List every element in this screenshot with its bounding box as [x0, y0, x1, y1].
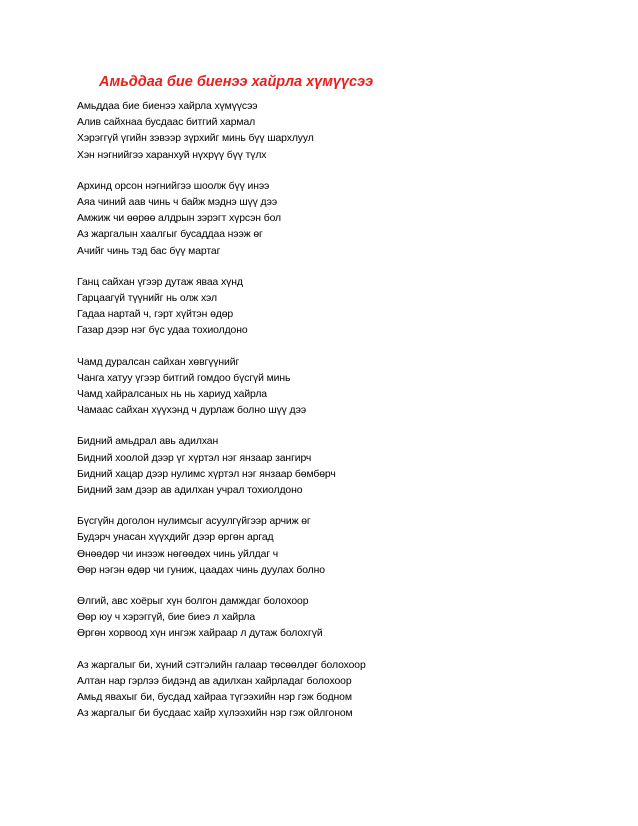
poem-line: Өөр нэгэн өдөр чи гуниж, цаадах чинь дуулах болно [77, 564, 325, 576]
poem-stanza [77, 514, 597, 579]
poem-line: Чамд хайралсаных нь нь хариуд хайрла [77, 389, 267, 401]
poem-line: Бидний амьдрал авь адилхан [77, 436, 219, 448]
poem-stanza [77, 355, 597, 420]
poem-body [77, 99, 597, 738]
poem-line: Өөр юу ч хэрэггүй, бие биеэ л хайрла [77, 612, 256, 624]
poem-stanza [77, 179, 597, 260]
poem-line: Алив сайхнаа бусдаас битгий хармал [77, 117, 256, 129]
poem-line: Аз жаргалыг би, хүний сэтгэлийн галаар төсөөлдөг болохоор [77, 659, 366, 671]
poem-line: Ганц сайхан үгээр дутаж яваа хүнд [77, 276, 243, 288]
poem-line: Амьддаа бие биенээ хайрла хүмүүсээ [77, 101, 258, 112]
poem-line: Алтан нар гэрлээ бидэнд ав адилхан хайрладаг болохоор [77, 675, 352, 687]
poem-line: Амьд явахыг би, бусдад хайраа түгээхийн нэр гэж бодном [77, 692, 352, 704]
poem-line: Архинд орсон нэгнийгээ шоолж бүү инээ [77, 180, 270, 192]
poem-stanza [77, 658, 597, 723]
poem-stanza [77, 434, 597, 499]
poem-title: Амьддаа бие биенээ хайрла хүмүүсээ [99, 74, 374, 90]
poem-line: Чамаас сайхан хүүхэнд ч дурлаж болно шүү дээ [77, 405, 307, 417]
poem-line: Будэрч унасан хүүхдийг дээр өргөн аргад [77, 532, 274, 544]
poem-line: Хэрэггүй үгийн зэвээр зүрхийг минь бүү шархлуул [77, 133, 314, 145]
poem-line: Ачийг чинь тэд бас бүү мартаг [77, 245, 221, 257]
poem-line: Чамд дуралсан сайхан хөвгүүнийг [77, 356, 240, 368]
poem-line: Чанга хатуу үгээр битгий гомдоо бүсгүй минь [77, 372, 291, 384]
poem-line: Амжиж чи өөрөө алдрын зэрэгт хүрсэн бол [77, 213, 281, 225]
poem-line: Бидний зам дээр ав адилхан учрал тохиолдоно [77, 485, 303, 497]
poem-line: Аз жаргалыг би бусдаас хайр хүлээхийн нэр гэж ойлгоном [77, 708, 353, 720]
poem-stanza [77, 594, 597, 643]
poem-line: Өлгий, авс хоёрыг хүн болгон дамждаг болохоор [77, 596, 309, 608]
poem-line: Бидний хацар дээр нулимс хүртэл нэг янзаар бөмбөрч [77, 468, 336, 480]
poem-line: Бидний хоолой дээр үг хүртэл нэг янзаар зангирч [77, 452, 312, 464]
poem-line: Өргөн хорвоод хүн ингэж хайраар л дутаж болохгүй [77, 628, 323, 640]
poem-stanza [77, 99, 597, 164]
poem-stanza [77, 275, 597, 340]
poem-line: Хэн нэгнийгээ харанхуй нүхрүү бүү түлх [77, 149, 267, 161]
poem-line: Өнөөдөр чи инээж нөгөөдөх чинь уйлдаг ч [77, 548, 279, 560]
poem-line: Газар дээр нэг бүс удаа тохиолдоно [77, 325, 248, 337]
poem-line: Аяа чиний аав чинь ч байж мэднэ шүү дээ [77, 197, 278, 209]
poem-line: Аз жаргалын хаалгыг бусаддаа нээж өг [77, 229, 263, 241]
poem-line: Бүсгүйн доголон нулимсыг асуулгүйгээр арчиж өг [77, 516, 311, 528]
poem-line: Гарцаагүй түүнийг нь олж хэл [77, 293, 217, 305]
poem-line: Гадаа нартай ч, гэрт хүйтэн өдөр [77, 309, 234, 321]
